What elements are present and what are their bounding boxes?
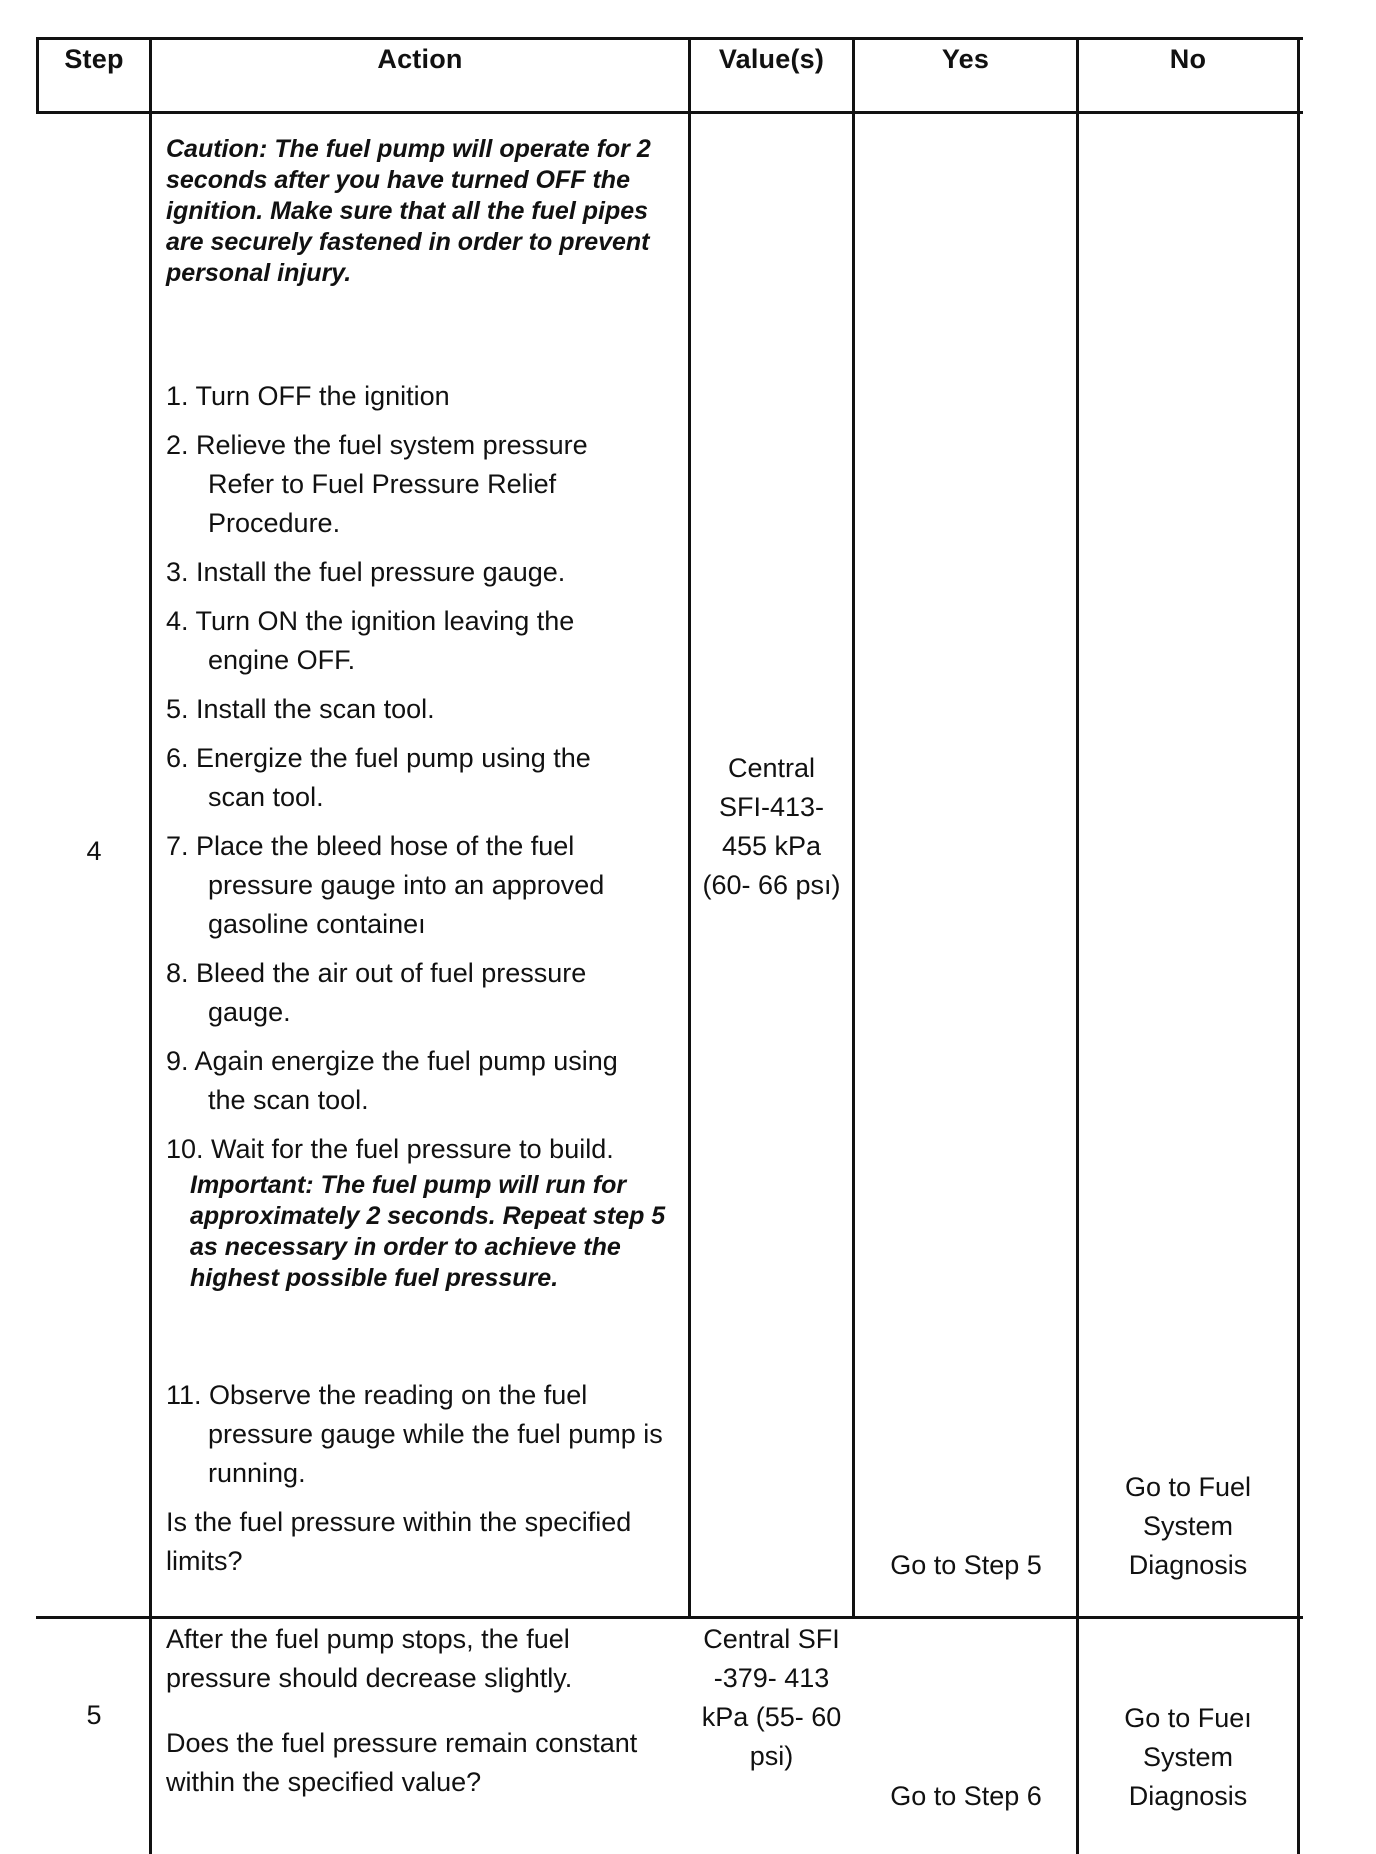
- list-item: [166, 954, 676, 1032]
- list-item-text: 3. Install the fuel pressure gauge.: [166, 557, 566, 587]
- list-item-continuation: gauge.: [208, 997, 291, 1027]
- procedure-list-continued: [166, 1376, 676, 1581]
- list-item: [166, 1376, 676, 1493]
- table-right-border: [1297, 37, 1300, 1854]
- list-item-continuation: Refer to Fuel Pressure Relief Procedure.: [208, 469, 557, 538]
- column-divider-values: [852, 37, 855, 1617]
- list-item-text: 6. Energize the fuel pump using the: [166, 743, 591, 773]
- step-question: Is the fuel pressure within the specified limits?: [166, 1507, 632, 1576]
- step-number: 5: [86, 1700, 102, 1730]
- list-item-continuation: scan tool.: [208, 782, 324, 812]
- header-step: Step: [64, 44, 124, 74]
- step-question: Does the fuel pressure remain constant within the specified value?: [166, 1728, 638, 1797]
- column-divider-step: [149, 37, 152, 1854]
- list-item: [166, 827, 676, 944]
- header-divider: [36, 111, 1303, 114]
- list-item: [166, 690, 676, 729]
- step-statement: After the fuel pump stops, the fuel pressure should decrease slightly.: [166, 1624, 573, 1693]
- table-top-border: [36, 37, 1303, 40]
- list-item-text: 8. Bleed the air out of fuel pressure: [166, 958, 587, 988]
- list-item: [166, 426, 676, 543]
- column-divider-action: [688, 37, 691, 1617]
- list-item-text: 2. Relieve the fuel system pressure: [166, 430, 588, 460]
- step-number: 4: [86, 836, 102, 866]
- list-item: [166, 553, 676, 592]
- row-divider: [36, 1616, 1303, 1619]
- column-divider-yes: [1076, 37, 1079, 1854]
- no-action: Go to Fueı System Diagnosis: [1124, 1703, 1252, 1811]
- list-item-text: 4. Turn ON the ignition leaving the: [166, 606, 575, 636]
- procedure-list: [166, 377, 676, 1179]
- yes-action: Go to Step 6: [890, 1781, 1042, 1811]
- important-note: Important: The fuel pump will run for approximately 2 seconds. Repeat step 5 as necessary in order to achieve the highest possible fuel pressure.: [190, 1171, 666, 1292]
- list-item-text: 5. Install the scan tool.: [166, 694, 435, 724]
- no-action: Go to Fuel System Diagnosis: [1124, 1472, 1252, 1580]
- header-action: Action: [377, 44, 463, 74]
- list-item-continuation: the scan tool.: [208, 1085, 369, 1115]
- header-yes: Yes: [941, 44, 990, 74]
- list-item: [166, 377, 676, 416]
- list-item-text: 1. Turn OFF the ignition: [166, 381, 450, 411]
- list-item-text: 11. Observe the reading on the fuel: [166, 1380, 588, 1410]
- header-values: Value(s): [718, 44, 825, 74]
- list-item: [166, 739, 676, 817]
- list-item-continuation: engine OFF.: [208, 645, 356, 675]
- list-item-text: 7. Place the bleed hose of the fuel: [166, 831, 575, 861]
- list-item: [166, 1130, 676, 1169]
- list-item-text: 10. Wait for the fuel pressure to build.: [166, 1134, 614, 1164]
- caution-note: Caution: The fuel pump will operate for 2 seconds after you have turned OFF the ignition. Make sure that all the fuel pipes are securely fastened in order to prevent personal injury.: [166, 135, 651, 287]
- list-item-continuation: pressure gauge into an approved gasoline containeı: [208, 870, 605, 939]
- spec-value: Central SFI -379- 413 kPa (55- 60 psi): [701, 1624, 842, 1771]
- list-item: [166, 1042, 676, 1120]
- list-item: [166, 602, 676, 680]
- header-no: No: [1169, 44, 1207, 74]
- spec-value: Central SFI-413- 455 kPa (60- 66 psı): [702, 753, 841, 900]
- list-item-text: 9. Again energize the fuel pump using: [166, 1046, 618, 1076]
- list-item-continuation: pressure gauge while the fuel pump is running.: [208, 1419, 663, 1488]
- yes-action: Go to Step 5: [890, 1550, 1042, 1580]
